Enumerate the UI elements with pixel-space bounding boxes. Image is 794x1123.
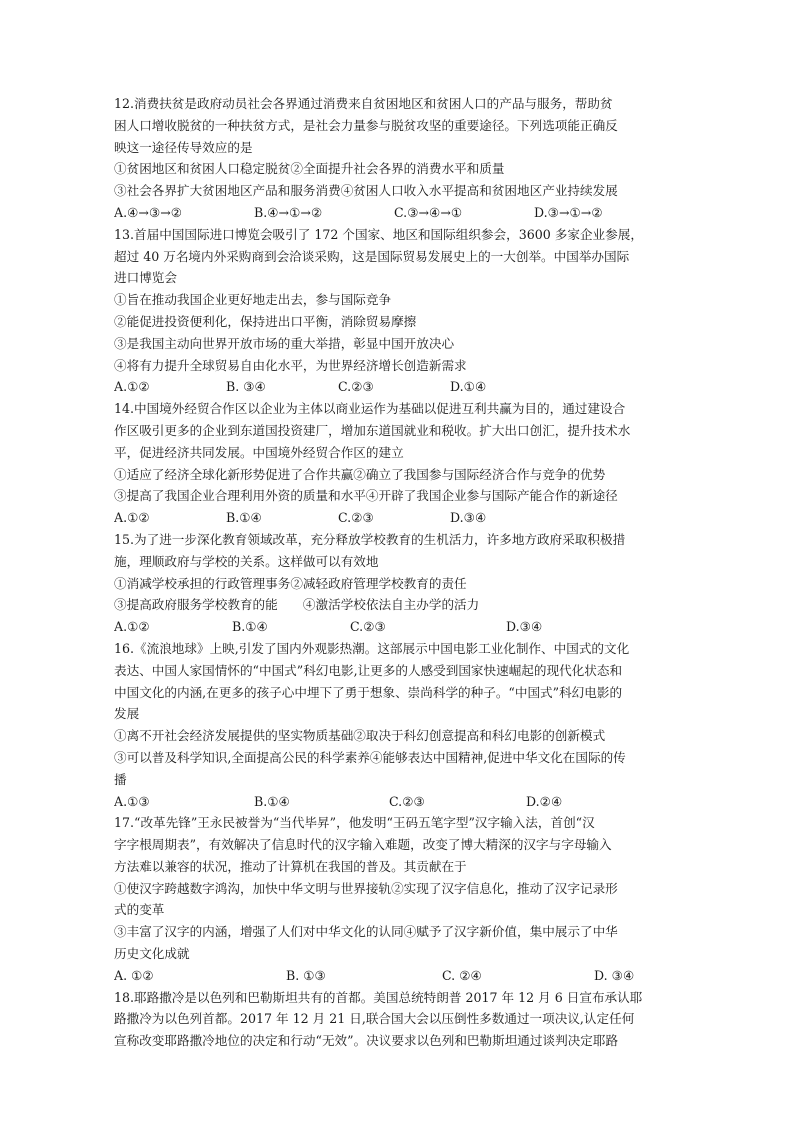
statement-line: ④将有力提升全球贸易自由化水平，为世界经济增长创造新需求 <box>114 357 467 373</box>
statement-line: ③是我国主动向世界开放市场的重大举措，彰显中国开放决心 <box>114 335 455 351</box>
question-stem-line: 超过 40 万名境内外采购商到会洽谈采购，这是国际贸易发展史上的一大创举。中国举办国际 <box>114 248 630 264</box>
statement-line: ③提高政府服务学校教育的能 ④激活学校依法自主办学的活力 <box>114 597 480 613</box>
question-18 <box>114 987 684 1052</box>
statement-line: 历史文化成就 <box>114 946 190 962</box>
option-c: C.②③ <box>350 619 386 635</box>
statement-line: ③丰富了汉字的内涵，增强了人们对中华文化的认同④赋予了汉字新价值，集中展示了中华 <box>114 924 618 940</box>
question-stem-line: 困人口增收脱贫的一种扶贫方式，是社会力量参与脱贫攻坚的重要途径。下列选项能正确反 <box>114 117 618 133</box>
question-16 <box>114 638 684 812</box>
answer-options <box>114 507 684 529</box>
option-c: C.②③ <box>338 510 374 526</box>
question-15 <box>114 529 684 638</box>
question-stem-line: 施，理顺政府与学校的关系。这样做可以有效地 <box>114 553 379 569</box>
question-12 <box>114 93 684 224</box>
statement-line: ①旨在推动我国企业更好地走出去，参与国际竞争 <box>114 292 392 308</box>
option-b: B. ③④ <box>226 379 266 395</box>
answer-options <box>114 791 684 813</box>
question-17 <box>114 812 684 986</box>
option-b: B.①④ <box>254 793 290 809</box>
question-stem-line: 16.《流浪地球》上映,引发了国内外观影热潮。这部展示中国电影工业化制作、中国式的文化 <box>114 640 630 656</box>
statement-line: ①贫困地区和贫困人口稳定脱贫②全面提升社会各界的消费水平和质量 <box>114 161 505 177</box>
option-d: D.③④ <box>506 619 543 635</box>
answer-options <box>114 965 684 987</box>
option-a: A.④→③→② <box>114 204 183 220</box>
statement-line: ①离不开社会经济发展提供的坚实物质基础②取决于科幻创意提高和科幻电影的创新模式 <box>114 728 606 744</box>
option-c: C.③→④→① <box>394 204 463 220</box>
question-stem-line: 17.“改革先锋”王永民被誉为“当代毕昇”，他发明“王码五笔字型”汉字输入法，首创“汉 <box>114 815 595 831</box>
statement-line: ③可以普及科学知识,全面提高公民的科学素养④能够表达中国精神,促进中华文化在国际的传 <box>114 749 626 765</box>
question-stem-line: 路撒冷为以色列首都。2017 年 12 月 21 日,联合国大会以压倒性多数通过一项决议,认定任何 <box>114 1011 635 1027</box>
statement-line: 播 <box>114 771 127 787</box>
question-stem-line: 15.为了进一步深化教育领域改革，充分释放学校教育的生机活力，许多地方政府采取积极措 <box>114 531 626 547</box>
option-b: B.①④ <box>226 510 262 526</box>
question-14 <box>114 398 684 529</box>
option-c: C.②③ <box>338 379 374 395</box>
option-d: D.③→①→② <box>534 204 603 220</box>
question-stem-line: 作区吸引更多的企业到东道国投资建厂，增加东道国就业和税收。扩大出口创汇，提升技术水 <box>114 422 631 438</box>
option-b: B.④→①→② <box>254 204 323 220</box>
option-c: C. ②④ <box>442 967 482 983</box>
statement-line: ③社会各界扩大贫困地区产品和服务消费④贫困人口收入水平提高和贫困地区产业持续发展 <box>114 183 618 199</box>
question-stem-line: 方法难以兼容的状况，推动了计算机在我国的普及。其贡献在于 <box>114 858 467 874</box>
question-stem-line: 14.中国境外经贸合作区以企业为主体以商业运作为基础以促进互利共赢为目的，通过建设合 <box>114 401 626 417</box>
exam-page <box>114 93 684 1052</box>
option-d: D.②④ <box>526 793 563 809</box>
question-13 <box>114 224 684 398</box>
option-d: D. ③④ <box>594 967 635 983</box>
option-a: A.①② <box>114 379 150 395</box>
option-c: C.②③ <box>389 793 425 809</box>
question-stem-line: 18.耶路撒冷是以色列和巴勒斯坦共有的首都。美国总统特朗普 2017 年 12 月 6 日宣布承认耶 <box>114 989 643 1005</box>
question-stem-line: 12.消费扶贫是政府动员社会各界通过消费来自贫困地区和贫困人口的产品与服务，帮助贫 <box>114 96 613 111</box>
statement-line: ①消减学校承担的行政管理事务②减轻政府管理学校教育的责任 <box>114 575 467 591</box>
option-d: D.①④ <box>450 379 487 395</box>
statement-line: 式的变革 <box>114 902 165 918</box>
option-a: A.①② <box>114 510 150 526</box>
question-stem-line: 发展 <box>114 706 140 722</box>
option-a: A.①③ <box>114 793 150 809</box>
question-stem-line: 映这一途径传导效应的是 <box>114 139 253 155</box>
statement-line: ②能促进投资便利化，保持进出口平衡，消除贸易摩擦 <box>114 313 417 329</box>
option-d: D.③④ <box>450 510 487 526</box>
question-stem-line: 表达、中国人家国情怀的“中国式”科幻电影,让更多的人感受到国家快速崛起的现代化状态和 <box>114 662 623 678</box>
answer-options <box>114 202 684 224</box>
question-stem-line: 进口博览会 <box>114 270 177 286</box>
question-stem-line: 宣称改变耶路撒冷地位的决定和行动“无效”。决议要求以色列和巴勒斯坦通过谈判决定耶路 <box>114 1033 619 1049</box>
statement-line: ①适应了经济全球化新形势促进了合作共赢②确立了我国参与国际经济合作与竞争的优势 <box>114 466 606 482</box>
statement-line: ③提高了我国企业合理利用外资的质量和水平④开辟了我国企业参与国际产能合作的新途径 <box>114 488 618 504</box>
question-stem-line: 字字根周期表”，有效解决了信息时代的汉字输入难题，改变了博大精深的汉字与字母输入 <box>114 837 612 853</box>
answer-options <box>114 376 684 398</box>
option-b: B.①④ <box>232 619 268 635</box>
answer-options <box>114 616 684 638</box>
option-b: B. ①③ <box>286 967 326 983</box>
option-a: A.①② <box>114 619 150 635</box>
statement-line: ①使汉字跨越数字鸿沟，加快中华文明与世界接轨②实现了汉字信息化，推动了汉字记录形 <box>114 880 618 896</box>
question-stem-line: 中国文化的内涵,在更多的孩子心中埋下了勇于想象、崇尚科学的种子。“中国式”科幻电影的 <box>114 684 623 700</box>
question-stem-line: 13.首届中国国际进口博览会吸引了 172 个国家、地区和国际组织参会，3600 多家企业参展， <box>114 226 643 242</box>
question-stem-line: 平，促进经济共同发展。中国境外经贸合作区的建立 <box>114 444 404 460</box>
option-a: A. ①② <box>114 967 154 983</box>
